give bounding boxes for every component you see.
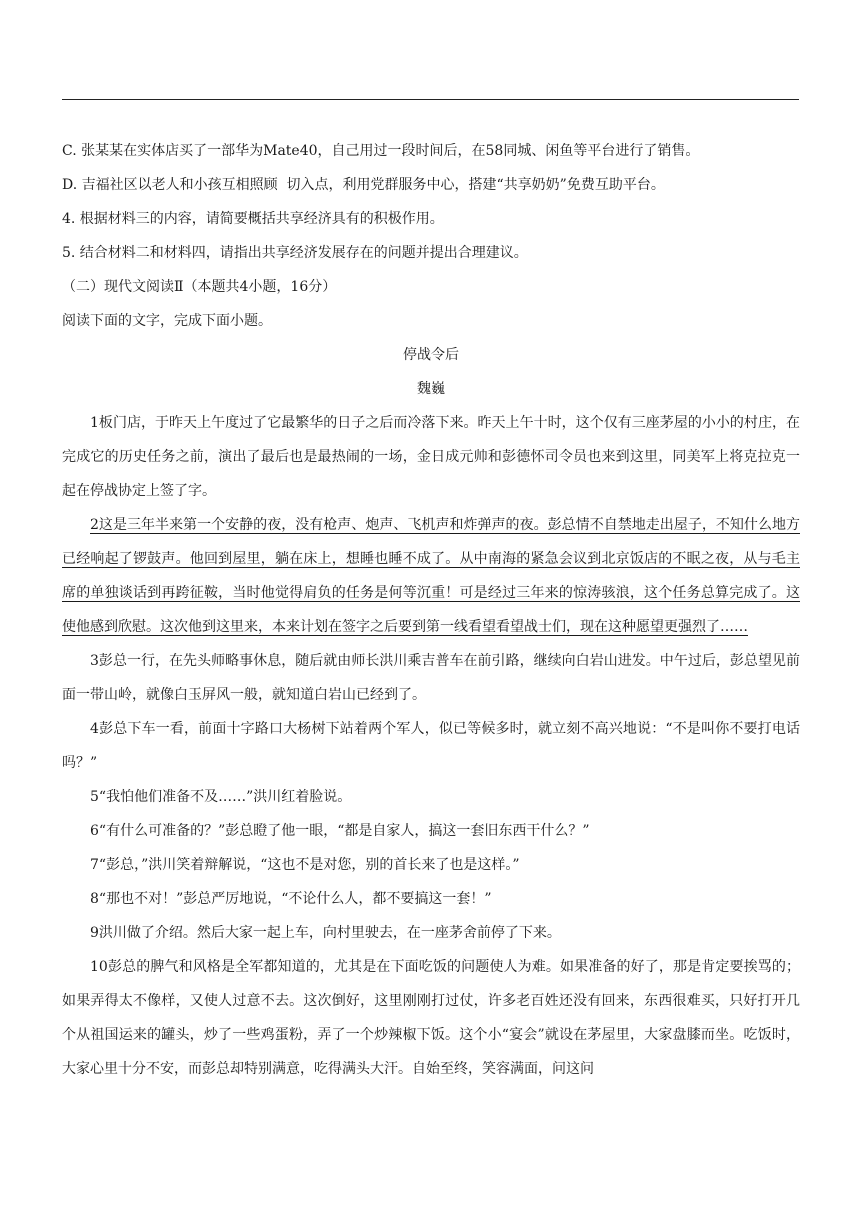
- paragraph-5: 5“我怕他们准备不及……”洪川红着脸说。: [90, 789, 352, 805]
- article-title: 停战令后: [403, 347, 459, 363]
- document-body: [62, 134, 800, 1086]
- option-d: D. 吉福社区以老人和小孩互相照顾 切入点，利用党群服务中心，搭建“共享奶奶”免费互助平台。: [62, 177, 665, 193]
- header-rule: [62, 99, 799, 100]
- paragraph-4: 4彭总下车一看，前面十字路口大杨树下站着两个军人，似已等候多时，就立刻不高兴地说：“不是叫你不要打电话吗？”: [62, 721, 800, 771]
- paragraph-2-underlined: [62, 508, 800, 644]
- paragraph-9: 9洪川做了介绍。然后大家一起上车，向村里驶去，在一座茅舍前停了下来。: [90, 925, 561, 941]
- option-c: C. 张某某在实体店买了一部华为Mate40，自己用过一段时间后，在58同城、闲鱼等平台进行了销售。: [62, 143, 700, 159]
- paragraph-8: 8“那也不对！”彭总严厉地说，“不论什么人，都不要搞这一套！”: [90, 891, 492, 907]
- paragraph-3: 3彭总一行，在先头师略事休息，随后就由师长洪川乘吉普车在前引路，继续向白岩山进发。中午过后，彭总望见前面一带山岭，就像白玉屏风一般，就知道白岩山已经到了。: [62, 653, 800, 703]
- paragraph-2-text: 2这是三年半来第一个安静的夜，没有枪声、炮声、飞机声和炸弹声的夜。彭总情不自禁地走出屋子，不知什么地方已经响起了锣鼓声。他回到屋里，躺在床上，想睡也睡不成了。从中南海的紧急会议到北京饭店的不眠之夜，从与毛主席的单独谈话到再跨征鞍，当时他觉得肩负的任务是何等沉重！可是经过三年来的惊涛骇浪，这个任务总算完成了。这使他感到欣慰。这次他到这里来，本来计划在签字之后要到第一线看望看望战士们，现在这种愿望更强烈了……: [62, 517, 800, 635]
- paragraph-10: 10彭总的脾气和风格是全军都知道的，尤其是在下面吃饭的问题使人为难。如果准备的好了，那是肯定要挨骂的；如果弄得太不像样，又使人过意不去。这次倒好，这里刚刚打过仗，许多老百姓还没有回来，东西很难买，只好打开几个从祖国运来的罐头，炒了一些鸡蛋粉，弄了一个炒辣椒下饭。这个小“宴会”就设在茅屋里，大家盘膝而坐。吃饭时，大家心里十分不安，而彭总却特别满意，吃得满头大汗。自始至终，笑容满面，问这问: [62, 959, 800, 1077]
- section-heading: （二）现代文阅读Ⅱ（本题共4小题，16分）: [62, 279, 337, 295]
- paragraph-7: 7“彭总，”洪川笑着辩解说，“这也不是对您，别的首长来了也是这样。”: [90, 857, 520, 873]
- article-author: 魏巍: [417, 381, 445, 397]
- paragraph-1: 1板门店，于昨天上午度过了它最繁华的日子之后而冷落下来。昨天上午十时，这个仅有三座茅屋的小小的村庄，在完成它的历史任务之前，演出了最后也是最热闹的一场，金日成元帅和彭德怀司令员也来到这里，同美军上将克拉克一起在停战协定上签了字。: [62, 415, 800, 499]
- reading-instruction: 阅读下面的文字，完成下面小题。: [62, 313, 272, 329]
- question-5: 5. 结合材料二和材料四，请指出共享经济发展存在的问题并提出合理建议。: [62, 245, 528, 261]
- paragraph-6: 6“有什么可准备的？”彭总瞪了他一眼，“都是自家人，搞这一套旧东西干什么？”: [90, 823, 590, 839]
- question-4: 4. 根据材料三的内容，请简要概括共享经济具有的积极作用。: [62, 211, 444, 227]
